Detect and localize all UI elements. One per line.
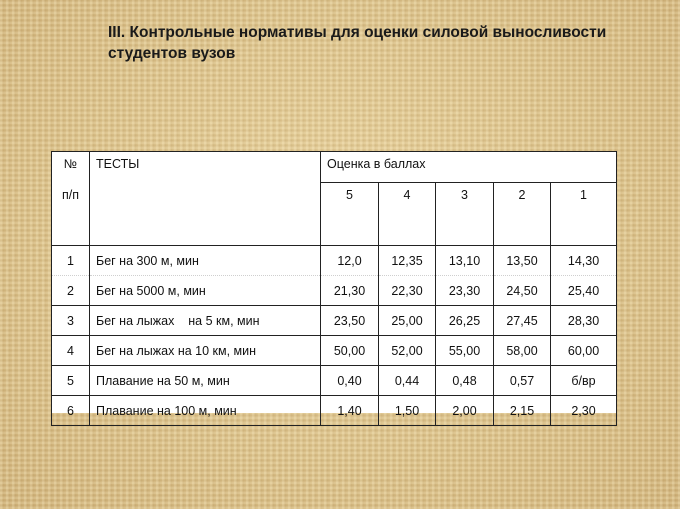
- row-number: 3: [52, 306, 90, 336]
- score-value: 0,44: [379, 366, 436, 396]
- test-name: Плавание на 50 м, мин: [90, 366, 321, 396]
- score-value: 28,30: [551, 306, 617, 336]
- score-column-header: 2: [494, 183, 551, 246]
- score-value: 23,30: [436, 276, 494, 306]
- score-value: 0,48: [436, 366, 494, 396]
- score-value: 1,40: [321, 396, 379, 426]
- row-number: 2: [52, 276, 90, 306]
- row-number: 6: [52, 396, 90, 426]
- score-value: 2,30: [551, 396, 617, 426]
- table-row: [52, 396, 617, 426]
- col-num-subheader: п/п: [52, 183, 90, 246]
- table-row: [52, 336, 617, 366]
- test-name: Бег на 300 м, мин: [90, 246, 321, 276]
- score-value: 25,00: [379, 306, 436, 336]
- score-column-header: 3: [436, 183, 494, 246]
- score-value: 27,45: [494, 306, 551, 336]
- col-num-header: №: [52, 152, 90, 183]
- test-name: Бег на лыжах на 5 км, мин: [90, 306, 321, 336]
- score-value: б/вр: [551, 366, 617, 396]
- score-value: 52,00: [379, 336, 436, 366]
- score-value: 25,40: [551, 276, 617, 306]
- score-value: 13,50: [494, 246, 551, 276]
- score-value: 22,30: [379, 276, 436, 306]
- col-score-header: Оценка в баллах: [321, 152, 617, 183]
- table-row: [52, 306, 617, 336]
- col-tests-header: ТЕСТЫ: [90, 152, 321, 246]
- table-row: [52, 246, 617, 276]
- score-column-header: 4: [379, 183, 436, 246]
- score-value: 21,30: [321, 276, 379, 306]
- score-value: 26,25: [436, 306, 494, 336]
- score-value: 1,50: [379, 396, 436, 426]
- test-name: Бег на лыжах на 10 км, мин: [90, 336, 321, 366]
- slide-title: III. Контрольные нормативы для оценки силовой выносливости студентов вузов: [108, 24, 607, 62]
- score-value: 12,0: [321, 246, 379, 276]
- score-column-header: 1: [551, 183, 617, 246]
- score-value: 24,50: [494, 276, 551, 306]
- score-value: 0,40: [321, 366, 379, 396]
- table-row: [52, 276, 617, 306]
- row-number: 4: [52, 336, 90, 366]
- score-value: 55,00: [436, 336, 494, 366]
- score-value: 2,00: [436, 396, 494, 426]
- score-value: 14,30: [551, 246, 617, 276]
- score-value: 23,50: [321, 306, 379, 336]
- table-row: [52, 366, 617, 396]
- test-name: Бег на 5000 м, мин: [90, 276, 321, 306]
- score-column-header: 5: [321, 183, 379, 246]
- test-name: Плавание на 100 м, мин: [90, 396, 321, 426]
- score-value: 50,00: [321, 336, 379, 366]
- score-value: 60,00: [551, 336, 617, 366]
- row-number: 1: [52, 246, 90, 276]
- score-value: 2,15: [494, 396, 551, 426]
- row-number: 5: [52, 366, 90, 396]
- score-value: 12,35: [379, 246, 436, 276]
- score-value: 0,57: [494, 366, 551, 396]
- score-value: 58,00: [494, 336, 551, 366]
- score-value: 13,10: [436, 246, 494, 276]
- standards-table: [51, 151, 616, 418]
